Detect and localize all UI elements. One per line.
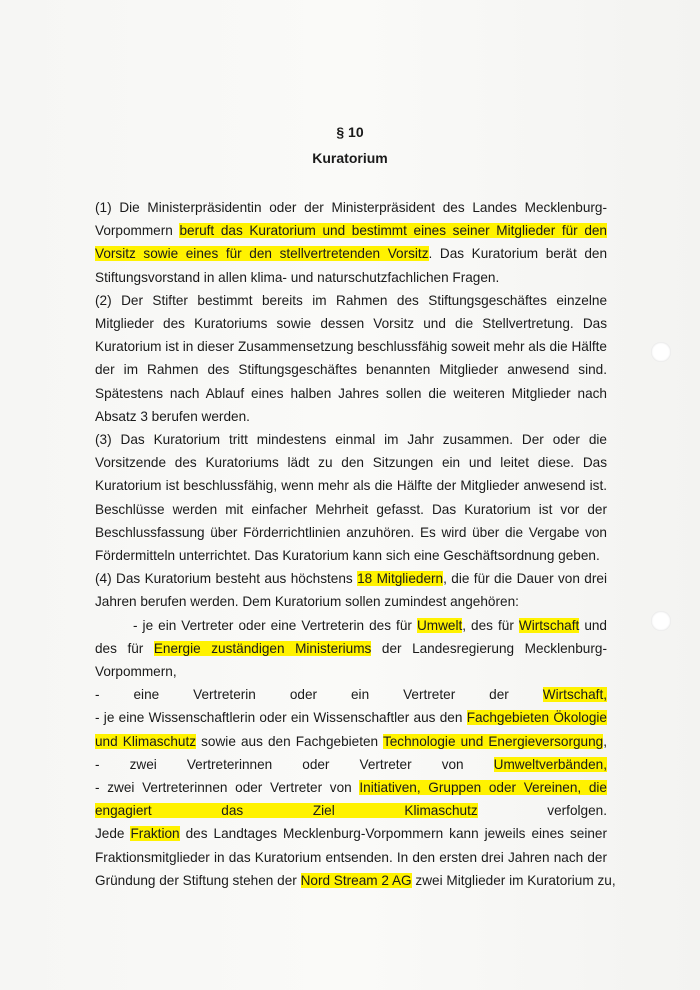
- text-line: [95, 869, 616, 892]
- text-segment: Beschlüsse werden mit einfacher Mehrheit gefasst. Das Kuratorium ist vor der: [95, 501, 607, 517]
- text-line: [95, 266, 607, 289]
- text-line: [95, 730, 607, 753]
- text-segment: , des für: [462, 617, 519, 633]
- text-line: [95, 428, 607, 451]
- text-line: [95, 567, 607, 590]
- highlighted-text: Nord Stream 2 AG: [300, 872, 412, 888]
- highlighted-text: beruft das Kuratorium und bestimmt eines seiner Mitglieder für den: [179, 223, 607, 239]
- highlighted-text: 18 Mitgliedern: [357, 571, 444, 587]
- text-segment: Gründung der Stiftung stehen der: [95, 872, 301, 888]
- text-segment: der Landesregierung Mecklenburg-: [371, 640, 607, 656]
- punch-hole-top: [651, 342, 671, 362]
- text-segment: (3) Das Kuratorium tritt mindestens einmal im Jahr zusammen. Der oder die: [95, 432, 607, 447]
- text-segment: Vorsitzende des Kuratoriums lädt zu den Sitzungen ein und leitet diese. Das: [95, 455, 607, 471]
- text-segment: zwei Mitglieder im Kuratorium zu,: [411, 872, 616, 888]
- text-line: [95, 219, 607, 242]
- text-segment: - je eine Wissenschaftlerin oder ein Wissenschaftler aus den: [95, 710, 467, 726]
- text-line: [95, 242, 607, 265]
- highlighted-text: Umwelt: [416, 617, 463, 633]
- text-line: [95, 312, 607, 335]
- text-line: [95, 382, 607, 405]
- text-line: [95, 799, 607, 822]
- text-line: [95, 335, 607, 358]
- text-line: [95, 405, 607, 428]
- text-segment: (1) Die Ministerpräsidentin oder der Ministerpräsident des Landes Mecklenburg-: [95, 200, 607, 215]
- text-segment: Vorpommern,: [95, 664, 177, 679]
- text-segment: (4) Das Kuratorium besteht aus höchstens: [95, 571, 358, 587]
- text-segment: ,: [603, 733, 607, 749]
- highlighted-text: Energie zuständigen Ministeriums: [153, 640, 372, 656]
- text-line: [95, 196, 607, 219]
- text-segment: Beschlussfassung über Förderrichtlinien anzuhören. Es wird über die Vergabe von: [95, 524, 607, 540]
- text-line: [95, 753, 607, 776]
- text-line: [95, 822, 607, 845]
- highlighted-text: Wirtschaft: [518, 617, 580, 633]
- text-line: [95, 289, 607, 312]
- text-line: [95, 544, 607, 567]
- highlighted-text: Technologie und Energieversorgung: [382, 733, 604, 749]
- text-line: [95, 614, 607, 637]
- text-segment: Vorpommern: [95, 223, 180, 239]
- text-line: [95, 451, 607, 474]
- punch-hole-bottom: [651, 611, 671, 631]
- highlighted-text: Fachgebieten Ökologie: [466, 710, 607, 726]
- text-segment: verfolgen.: [477, 803, 607, 819]
- text-segment: - zwei Vertreterinnen oder Vertreter von: [95, 780, 360, 795]
- section-number: § 10: [336, 124, 364, 140]
- text-line: [95, 776, 607, 799]
- highlighted-text: Wirtschaft,: [542, 687, 607, 703]
- text-segment: und: [579, 617, 607, 633]
- text-line: [95, 846, 607, 869]
- text-segment: - eine Vertreterin oder ein Vertreter der: [95, 687, 543, 703]
- text-segment: Absatz 3 berufen werden.: [95, 408, 250, 424]
- text-segment: sowie aus den Fachgebieten: [196, 733, 383, 749]
- text-segment: (2) Der Stifter bestimmt bereits im Rahmen des Stiftungsgeschäftes einzelne: [95, 292, 607, 308]
- text-segment: Spätestens nach Ablauf eines halben Jahres sollen die weiteren Mitglieder nach: [95, 385, 607, 401]
- highlighted-text: Vorsitz sowie eines für den stellvertretenden Vorsitz: [95, 246, 429, 262]
- text-segment: - je ein Vertreter oder eine Vertreterin des für: [133, 617, 417, 633]
- highlighted-text: Initiativen, Gruppen oder Vereinen, die: [359, 780, 607, 795]
- text-line: [95, 358, 607, 381]
- text-segment: Stiftungsvorstand in allen klima- und naturschutzfachlichen Fragen.: [95, 269, 500, 285]
- text-line: [95, 590, 607, 613]
- highlighted-text: Umweltverbänden,: [493, 756, 607, 772]
- text-line: [95, 706, 607, 729]
- text-line: [95, 660, 607, 683]
- text-segment: Jahren berufen werden. Dem Kuratorium sollen zumindest angehören:: [95, 594, 519, 610]
- text-line: [95, 498, 607, 521]
- text-line: [95, 637, 607, 660]
- text-segment: Kuratorium ist in dieser Zusammensetzung beschlussfähig soweit mehr als die Hälfte: [95, 339, 607, 355]
- text-segment: , die für die Dauer von drei: [443, 571, 607, 587]
- section-heading: Kuratorium: [312, 150, 388, 166]
- text-segment: des für: [95, 640, 154, 656]
- highlighted-text: Fraktion: [130, 826, 180, 842]
- text-segment: Kuratorium ist beschlussfähig, wenn mehr als die Hälfte der Mitglieder anwesend ist.: [95, 478, 607, 494]
- text-segment: der im Rahmen des Stiftungsgeschäftes benannten Mitglieder anwesend sind.: [95, 362, 607, 378]
- text-segment: Mitglieder des Kuratoriums sowie dessen Vorsitz und die Stellvertretung. Das: [95, 316, 607, 331]
- text-segment: Jede: [95, 826, 131, 842]
- text-segment: . Das Kuratorium berät den: [428, 246, 607, 262]
- highlighted-text: engagiert das Ziel Klimaschutz: [95, 803, 478, 819]
- highlighted-text: und Klimaschutz: [95, 733, 197, 749]
- text-line: [95, 474, 607, 497]
- text-segment: des Landtages Mecklenburg-Vorpommern kann jeweils eines seiner: [179, 826, 607, 842]
- text-line: [95, 521, 607, 544]
- text-line: [95, 683, 607, 706]
- text-segment: - zwei Vertreterinnen oder Vertreter von: [95, 756, 494, 772]
- text-segment: Fördermitteln unterrichtet. Das Kuratorium kann sich eine Geschäftsordnung geben.: [95, 548, 600, 563]
- text-segment: Fraktionsmitglieder in das Kuratorium entsenden. In den ersten drei Jahren nach der: [95, 849, 607, 865]
